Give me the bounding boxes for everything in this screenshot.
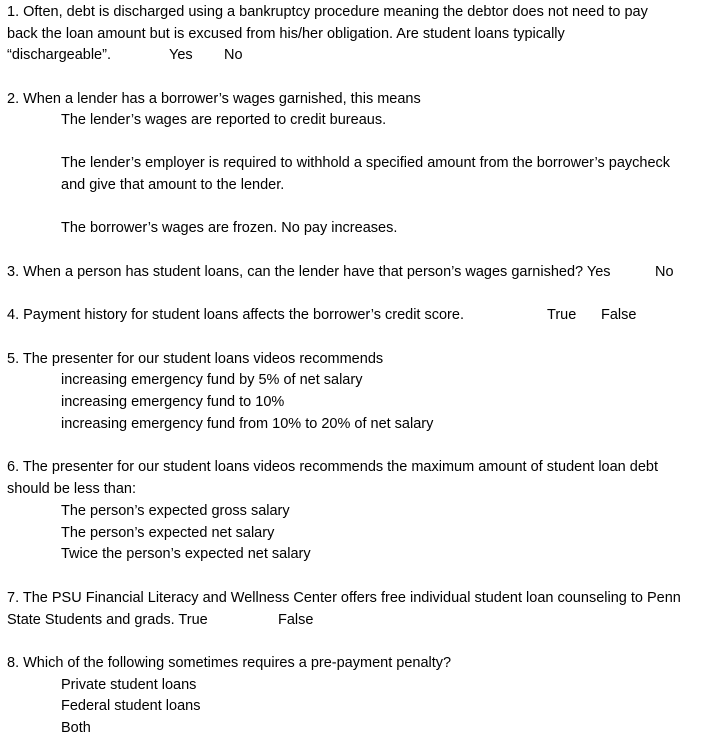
question-6-option-1: The person’s expected gross salary bbox=[61, 503, 290, 519]
question-8-option-2: Federal student loans bbox=[61, 698, 201, 714]
question-3-text: 3. When a person has student loans, can the lender have that person’s wages garnished? Yes bbox=[7, 264, 611, 280]
question-7-line-1: 7. The PSU Financial Literacy and Wellness Center offers free individual student loan counseling to Penn bbox=[7, 590, 681, 606]
question-6-option-2: The person’s expected net salary bbox=[61, 525, 275, 541]
question-6-line-1: 6. The presenter for our student loans videos recommends the maximum amount of student loan debt bbox=[7, 459, 658, 475]
question-1-line-2: back the loan amount but is excused from his/her obligation. Are student loans typically bbox=[7, 26, 565, 42]
question-3-answer-no: No bbox=[655, 264, 674, 280]
question-8-option-3: Both bbox=[61, 720, 91, 736]
question-2-option-2-line-1: The lender’s employer is required to withhold a specified amount from the borrower’s paycheck bbox=[61, 155, 671, 171]
question-2-option-1: The lender’s wages are reported to credit bureaus. bbox=[61, 112, 387, 128]
question-2-option-3: The borrower’s wages are frozen. No pay increases. bbox=[61, 220, 398, 236]
question-4 bbox=[7, 305, 713, 327]
question-5-option-3: increasing emergency fund from 10% to 20% of net salary bbox=[61, 416, 434, 432]
question-5-option-2: increasing emergency fund to 10% bbox=[61, 394, 285, 410]
question-6-line-2: should be less than: bbox=[7, 481, 136, 497]
question-7-answer-false: False bbox=[278, 612, 314, 628]
question-4-text: 4. Payment history for student loans affects the borrower’s credit score. bbox=[7, 307, 464, 323]
question-2-option-2-line-2: and give that amount to the lender. bbox=[61, 177, 285, 193]
question-5-option-1: increasing emergency fund by 5% of net salary bbox=[61, 372, 363, 388]
question-4-answer-true: True bbox=[547, 307, 577, 323]
question-4-answer-false: False bbox=[601, 307, 637, 323]
question-6-option-3: Twice the person’s expected net salary bbox=[61, 546, 311, 562]
question-1-line-1: 1. Often, debt is discharged using a bankruptcy procedure meaning the debtor does not need to pay bbox=[7, 4, 648, 20]
question-1-line-3-text: “dischargeable”. bbox=[7, 47, 111, 63]
question-1-line-3 bbox=[7, 45, 713, 67]
question-1-answer-yes: Yes bbox=[169, 47, 193, 63]
question-7-line-2 bbox=[7, 610, 713, 632]
question-2-text: 2. When a lender has a borrower’s wages garnished, this means bbox=[7, 91, 421, 107]
question-8-text: 8. Which of the following sometimes requires a pre-payment penalty? bbox=[7, 655, 452, 671]
question-1-answer-no: No bbox=[224, 47, 243, 63]
question-5-text: 5. The presenter for our student loans videos recommends bbox=[7, 351, 384, 367]
question-7-line-2-text: State Students and grads. True bbox=[7, 612, 208, 628]
question-8-option-1: Private student loans bbox=[61, 677, 197, 693]
question-3 bbox=[7, 262, 713, 284]
